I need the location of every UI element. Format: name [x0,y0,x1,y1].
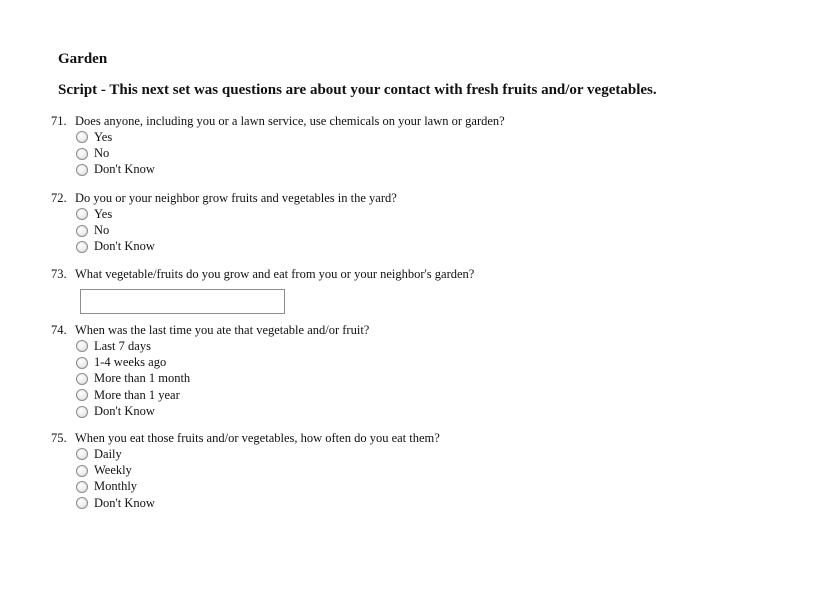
question-number: 73. [51,267,67,281]
option-label[interactable]: 1-4 weeks ago [94,355,167,370]
question-74 [51,322,369,420]
radio-button[interactable] [76,208,88,220]
option-daily[interactable] [76,446,440,462]
option-no[interactable] [76,145,505,161]
option-last-7-days[interactable] [76,338,369,354]
question-71-options [76,129,505,178]
radio-button[interactable] [76,373,88,385]
radio-button[interactable] [76,357,88,369]
option-label[interactable]: More than 1 month [94,371,191,386]
radio-button[interactable] [76,389,88,401]
option-dont-know[interactable] [76,239,397,255]
question-text: When you eat those fruits and/or vegetables, how often do you eat them? [75,431,440,445]
garden-produce-input[interactable] [80,289,285,314]
option-yes[interactable] [76,206,397,222]
question-75 [51,430,440,512]
radio-button[interactable] [76,497,88,509]
question-number: 74. [51,323,67,337]
question-number: 75. [51,431,67,445]
option-label[interactable]: Don't Know [94,162,155,177]
radio-button[interactable] [76,164,88,176]
option-label[interactable]: Monthly [94,479,138,494]
option-label[interactable]: Weekly [94,463,132,478]
question-71 [51,113,505,178]
question-72-header [51,190,397,206]
option-weekly[interactable] [76,462,440,478]
question-text: Do you or your neighbor grow fruits and vegetables in the yard? [75,191,397,205]
question-text: When was the last time you ate that vegetable and/or fruit? [75,323,370,337]
option-label[interactable]: Yes [94,206,113,221]
option-label[interactable]: Don't Know [94,495,155,510]
radio-button[interactable] [76,340,88,352]
option-more-than-1-month[interactable] [76,371,369,387]
option-label[interactable]: Yes [94,129,113,144]
question-74-header [51,322,369,338]
section-title: Garden [58,51,108,67]
question-text: Does anyone, including you or a lawn service, use chemicals on your lawn or garden? [75,114,505,128]
question-72-options [76,206,397,255]
option-label[interactable]: No [94,146,110,161]
radio-button[interactable] [76,225,88,237]
question-number: 71. [51,114,67,128]
option-label[interactable]: Don't Know [94,404,155,419]
question-text: What vegetable/fruits do you grow and eat from you or your neighbor's garden? [75,267,475,281]
radio-button[interactable] [76,465,88,477]
option-label[interactable]: More than 1 year [94,387,180,402]
radio-button[interactable] [76,481,88,493]
question-71-header [51,113,505,129]
option-label[interactable]: Last 7 days [94,338,151,353]
option-monthly[interactable] [76,479,440,495]
option-yes[interactable] [76,129,505,145]
option-more-than-1-year[interactable] [76,387,369,403]
option-dont-know[interactable] [76,162,505,178]
script-instruction: Script - This next set was questions are about your contact with fresh fruits and/or vegetables. [58,82,657,98]
option-label[interactable]: No [94,223,110,238]
radio-button[interactable] [76,241,88,253]
question-73 [51,266,474,314]
radio-button[interactable] [76,148,88,160]
option-label[interactable]: Daily [94,446,122,461]
question-75-options [76,446,440,512]
option-1-4-weeks-ago[interactable] [76,354,369,370]
question-74-options [76,338,369,420]
option-label[interactable]: Don't Know [94,239,155,254]
option-no[interactable] [76,222,397,238]
question-73-header [51,266,474,282]
option-dont-know[interactable] [76,404,369,420]
radio-button[interactable] [76,448,88,460]
radio-button[interactable] [76,131,88,143]
option-dont-know[interactable] [76,495,440,511]
radio-button[interactable] [76,406,88,418]
question-75-header [51,430,440,446]
question-number: 72. [51,191,67,205]
question-72 [51,190,397,255]
